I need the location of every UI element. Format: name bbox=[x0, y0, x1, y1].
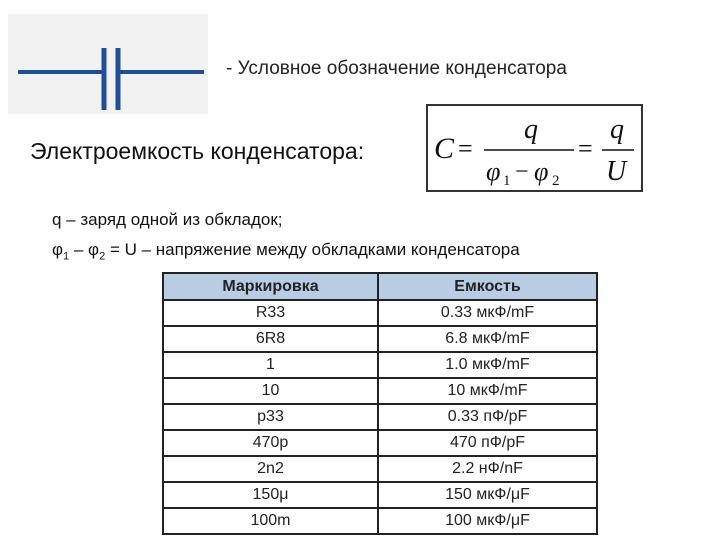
marking-cell: p33 bbox=[163, 404, 378, 430]
table-row bbox=[163, 378, 597, 404]
formula-den1-sub2: 2 bbox=[552, 173, 560, 189]
marking-cell: R33 bbox=[163, 300, 378, 326]
definition-rest: = U – напряжение между обкладками конденсатора bbox=[105, 240, 520, 259]
capacitance-cell: 470 пФ/pF bbox=[378, 430, 597, 456]
formula-den1-sub1: 1 bbox=[503, 173, 511, 189]
symbol-caption: - Условное обозначение конденсатора bbox=[226, 58, 567, 79]
marking-cell: 10 bbox=[163, 378, 378, 404]
formula-den2: U bbox=[606, 156, 627, 187]
table-row bbox=[163, 352, 597, 378]
header-capacitance: Емкость bbox=[378, 273, 597, 300]
capacitance-cell: 1.0 мкФ/mF bbox=[378, 352, 597, 378]
formula-eq2: = bbox=[578, 134, 593, 163]
definition-sub1: 1 bbox=[63, 250, 70, 263]
table-row bbox=[163, 430, 597, 456]
table-row bbox=[163, 300, 597, 326]
capacitor-symbol-icon bbox=[8, 14, 208, 114]
definition-phi2: – φ bbox=[69, 240, 100, 259]
marking-cell: 470p bbox=[163, 430, 378, 456]
marking-cell: 150μ bbox=[163, 482, 378, 508]
marking-cell: 6R8 bbox=[163, 326, 378, 352]
capacitance-cell: 2.2 нФ/nF bbox=[378, 456, 597, 482]
formula-num2: q bbox=[610, 114, 624, 145]
capacitance-cell: 6.8 мкФ/mF bbox=[378, 326, 597, 352]
capacitance-formula bbox=[426, 104, 643, 192]
table-row bbox=[163, 508, 597, 534]
formula-lhs: C bbox=[434, 132, 455, 165]
marking-cell: 2n2 bbox=[163, 456, 378, 482]
formula-num1: q bbox=[524, 114, 538, 145]
formula-den1-phi2: φ bbox=[534, 157, 549, 186]
table-row bbox=[163, 326, 597, 352]
marking-table bbox=[162, 272, 596, 535]
marking-cell: 100m bbox=[163, 508, 378, 534]
definition-q: q – заряд одной из обкладок; bbox=[52, 210, 283, 229]
definition-phi1: φ bbox=[52, 240, 64, 259]
formula-den1-minus: − bbox=[515, 159, 529, 185]
capacitance-cell: 100 мкФ/μF bbox=[378, 508, 597, 534]
table-row bbox=[163, 456, 597, 482]
capacitance-cell: 0.33 мкФ/mF bbox=[378, 300, 597, 326]
capacitance-cell: 0.33 пФ/pF bbox=[378, 404, 597, 430]
capacitance-heading: Электроемкость конденсатора: bbox=[30, 138, 365, 164]
formula-den1-phi1: φ bbox=[486, 157, 501, 186]
capacitance-cell: 10 мкФ/mF bbox=[378, 378, 597, 404]
marking-cell: 1 bbox=[163, 352, 378, 378]
capacitance-cell: 150 мкФ/μF bbox=[378, 482, 597, 508]
table-row bbox=[163, 404, 597, 430]
definition-sub2: 2 bbox=[99, 250, 106, 263]
definition-voltage bbox=[52, 240, 520, 262]
table-row bbox=[163, 482, 597, 508]
table-header-row bbox=[163, 273, 597, 300]
capacitor-symbol bbox=[8, 14, 208, 114]
formula-eq1: = bbox=[458, 134, 473, 163]
header-marking: Маркировка bbox=[163, 273, 378, 300]
